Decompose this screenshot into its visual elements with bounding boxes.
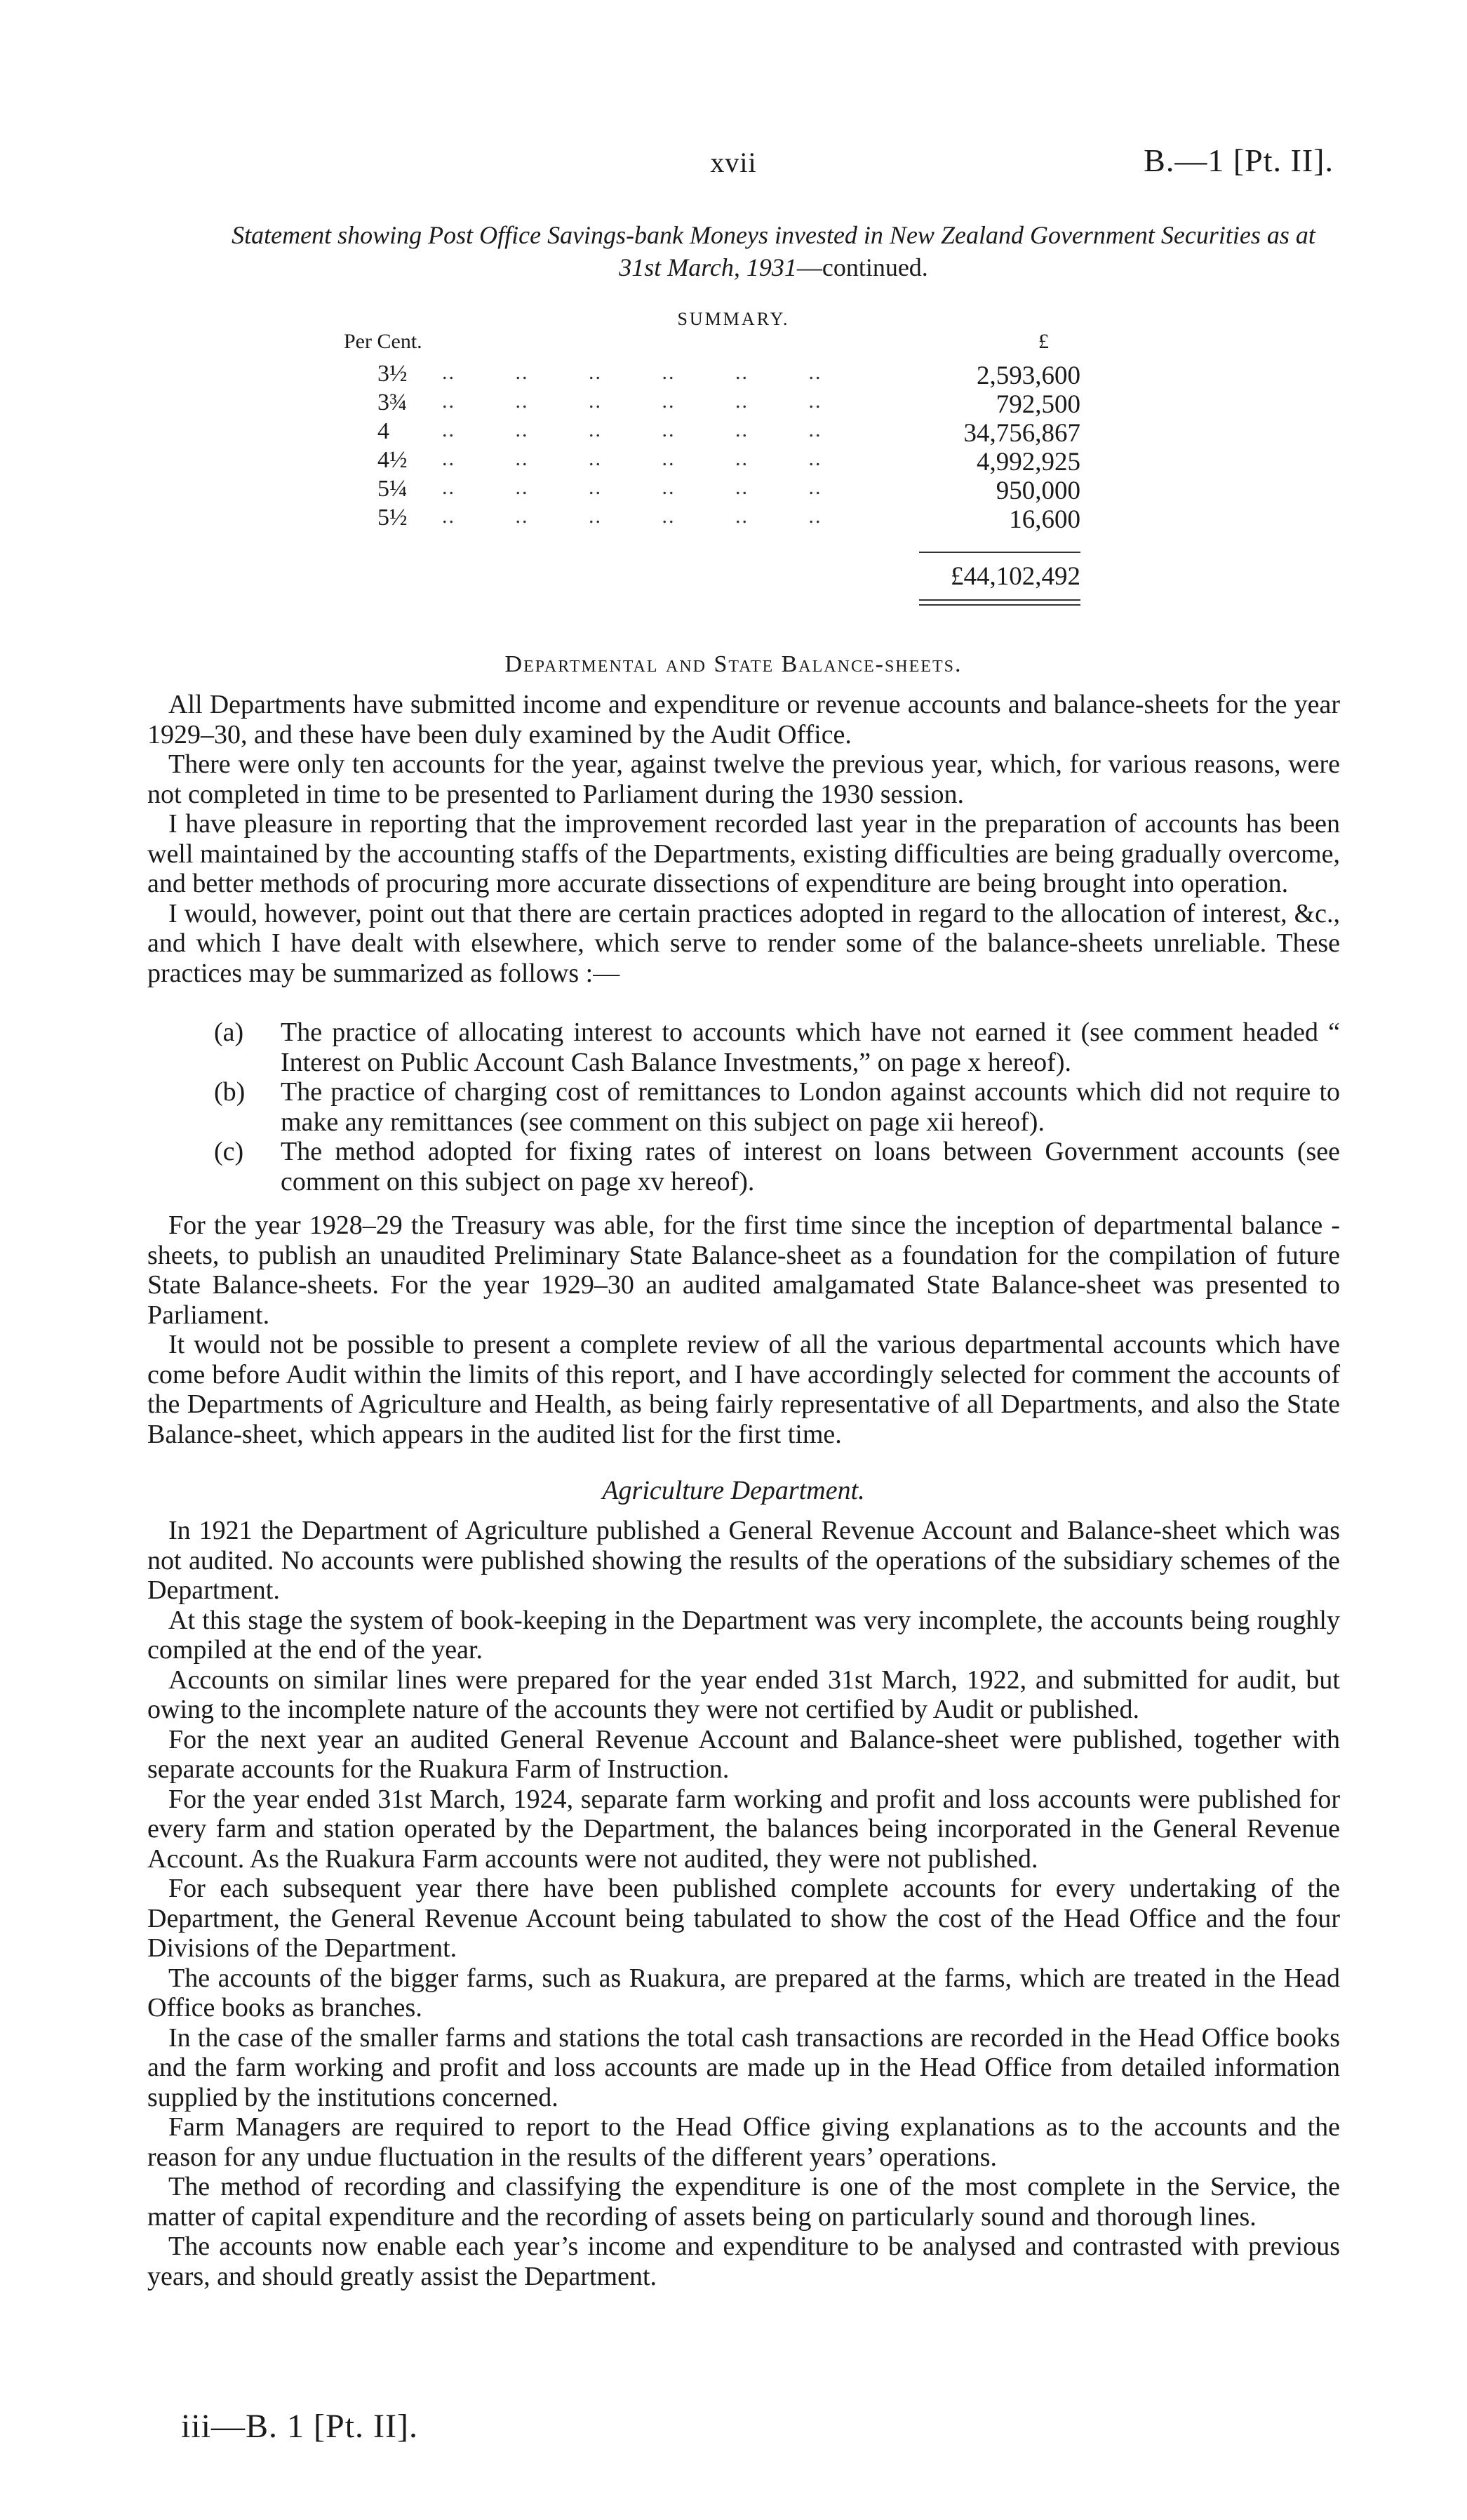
- rate-cell: 5¼: [377, 476, 408, 502]
- summary-row: [337, 389, 1080, 418]
- summary-row: [337, 505, 1080, 533]
- practices-list: [214, 1018, 1340, 1196]
- paragraph: For each subsequent year there have been published complete accounts for every undertaking of the Department, the General Revenue Account being tabulated to show the cost of the Head Office and the four Divisions of the Department.: [147, 1874, 1340, 1963]
- leader-dots: .. .. .. .. .. ..: [442, 505, 822, 528]
- summary-row: [337, 447, 1080, 476]
- total-amount: £44,102,492: [951, 562, 1080, 591]
- total-rule: [919, 552, 1080, 553]
- summary-row: [337, 476, 1080, 505]
- table-caption: [210, 219, 1337, 284]
- amount-cell: 16,600: [1009, 505, 1080, 534]
- section-balance-sheets-closing: [147, 1211, 1340, 1449]
- summary-row: [337, 361, 1080, 389]
- col-header-amount: £: [1038, 330, 1049, 353]
- section-balance-sheets-intro: [147, 690, 1340, 988]
- rate-cell: 4: [377, 418, 389, 444]
- paragraph: For the next year an audited General Revenue Account and Balance-sheet were published, together with separate accounts for the Ruakura Farm of Instruction.: [147, 1724, 1340, 1784]
- section-title-agriculture: Agriculture Department.: [602, 1476, 865, 1505]
- paragraph: The accounts of the bigger farms, such as Ruakura, are prepared at the farms, which are treated in the Head Office books as branches.: [147, 1963, 1340, 2022]
- list-item-text: The practice of allocating interest to accounts which have not earned it (see comment headed “ Interest on Public Account Cash Balance Investments,” on page x hereof).: [281, 1018, 1340, 1077]
- rate-cell: 3¾: [377, 389, 408, 415]
- paragraph: I have pleasure in reporting that the improvement recorded last year in the preparation of accounts has been well maintained by the accounting staffs of the Departments, existing difficulties are being gradually overcome, and better methods of procuring more accurate dissections of expenditure are being brought into operation.: [147, 809, 1340, 898]
- section-title-balance-sheets: Departmental and State Balance-sheets.: [504, 651, 963, 677]
- paragraph: It would not be possible to present a complete review of all the various departmental accounts which have come before Audit within the limits of this report, and I have accordingly selected for comment the accounts of the Departments of Agriculture and Health, as being fairly representative of all Departments, and also the State Balance-sheet, which appears in the audited list for the first time.: [147, 1330, 1340, 1449]
- leader-dots: .. .. .. .. .. ..: [442, 476, 822, 499]
- summary-total-row: [337, 561, 1080, 604]
- paragraph: All Departments have submitted income and expenditure or revenue accounts and balance-sheets for the year 1929–30, and these have been duly examined by the Audit Office.: [147, 690, 1340, 749]
- summary-header-row: [337, 330, 1080, 361]
- leader-dots: .. .. .. .. .. ..: [442, 361, 822, 384]
- document-reference: B.—1 [Pt. II].: [1144, 142, 1334, 178]
- paragraph: Accounts on similar lines were prepared for the year ended 31st March, 1922, and submitted for audit, but owing to the incomplete nature of the accounts they were not certified by Audit or published.: [147, 1665, 1340, 1724]
- col-header-rate: Per Cent.: [344, 330, 422, 353]
- caption-continued: —continued.: [796, 253, 928, 281]
- paragraph: The method of recording and classifying the expenditure is one of the most complete in the Service, the matter of capital expenditure and the recording of assets being on particularly sound and thorough lines.: [147, 2172, 1340, 2232]
- paragraph: For the year 1928–29 the Treasury was able, for the first time since the inception of departmental balance - sheets, to publish an unaudited Preliminary State Balance-sheet as a foundation for the compilation of future State Balance-sheets. For the year 1929–30 an audited amalgamated State Balance-sheet was presented to Parliament.: [147, 1211, 1340, 1330]
- list-item-label: (b): [214, 1077, 246, 1107]
- rate-cell: 4½: [377, 447, 408, 473]
- paragraph: Farm Managers are required to report to the Head Office giving explanations as to the accounts and the reason for any undue fluctuation in the results of the different years’ operations.: [147, 2112, 1340, 2172]
- leader-dots: .. .. .. .. .. ..: [442, 389, 822, 413]
- list-item-label: (a): [214, 1018, 244, 1047]
- amount-cell: 4,992,925: [977, 448, 1080, 476]
- page-number: xvii: [710, 147, 757, 178]
- paragraph: I would, however, point out that there are certain practices adopted in regard to the allocation of interest, &c., and which I have dealt with elsewhere, which serve to render some of the balance-sheets unreliable. These practices may be summarized as follows :—: [147, 898, 1340, 988]
- rate-cell: 3½: [377, 361, 408, 387]
- amount-cell: 950,000: [996, 476, 1080, 505]
- list-item-text: The practice of charging cost of remittances to London against accounts which did not require to make any remittances (see comment on this subject on page xii hereof).: [281, 1077, 1340, 1137]
- section-agriculture-body: [147, 1516, 1340, 2291]
- summary-table: [337, 330, 1080, 604]
- summary-row: [337, 418, 1080, 447]
- leader-dots: .. .. .. .. .. ..: [442, 418, 822, 441]
- list-item: [214, 1077, 1340, 1137]
- list-item-label: (c): [214, 1137, 244, 1166]
- amount-cell: 2,593,600: [977, 361, 1080, 390]
- paragraph: There were only ten accounts for the year, against twelve the previous year, which, for various reasons, were not completed in time to be presented to Parliament during the 1930 session.: [147, 749, 1340, 809]
- summary-title: SUMMARY.: [677, 309, 790, 329]
- paragraph: In 1921 the Department of Agriculture published a General Revenue Account and Balance-sheet which was not audited. No accounts were published showing the results of the operations of the subsidiary schemes of the Department.: [147, 1516, 1340, 1605]
- list-item-text: The method adopted for fixing rates of interest on loans between Government accounts (see comment on this subject on page xv hereof).: [281, 1137, 1340, 1196]
- footer-signature: iii—B. 1 [Pt. II].: [181, 2408, 418, 2445]
- paragraph: In the case of the smaller farms and stations the total cash transactions are recorded in the Head Office books and the farm working and profit and loss accounts are made up in the Head Office from detailed information supplied by the institutions concerned.: [147, 2022, 1340, 2112]
- amount-cell: 34,756,867: [963, 419, 1080, 448]
- caption-text: Statement showing Post Office Savings-bank Moneys invested in New Zealand Government Securities as at 31st March, 1931: [232, 221, 1315, 281]
- paragraph: The accounts now enable each year’s income and expenditure to be analysed and contrasted with previous years, and should greatly assist the Department.: [147, 2232, 1340, 2291]
- list-item: [214, 1018, 1340, 1077]
- leader-dots: .. .. .. .. .. ..: [442, 447, 822, 470]
- amount-cell: 792,500: [996, 390, 1080, 419]
- rate-cell: 5½: [377, 505, 408, 531]
- paragraph: For the year ended 31st March, 1924, separate farm working and profit and loss accounts were published for every farm and station operated by the Department, the balances being incorporated in the General Revenue Account. As the Ruakura Farm accounts were not audited, they were not published.: [147, 1784, 1340, 1874]
- list-item: [214, 1137, 1340, 1196]
- paragraph: At this stage the system of book-keeping in the Department was very incomplete, the accounts being roughly compiled at the end of the year.: [147, 1605, 1340, 1665]
- total-double-rule: [919, 599, 1080, 606]
